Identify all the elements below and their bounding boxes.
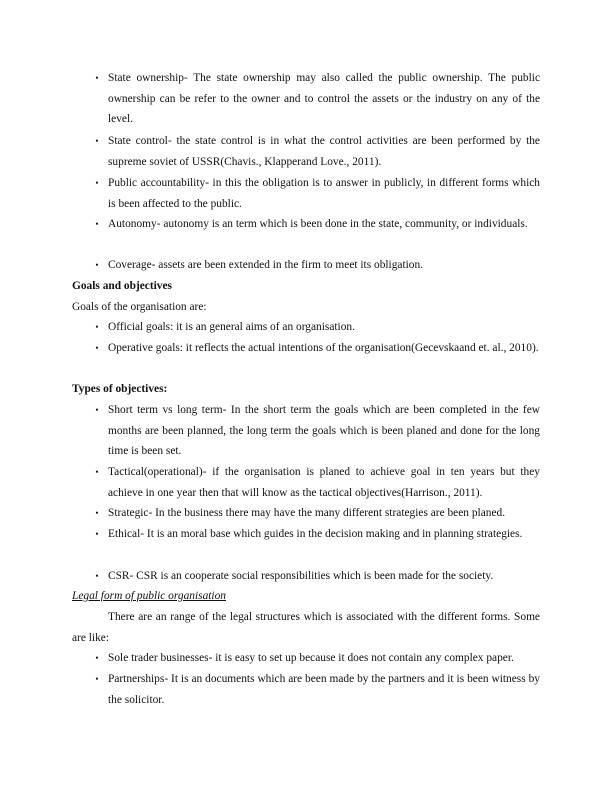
list-item-text: Sole trader businesses- it is easy to set up because it does not contain any complex paper. [108, 652, 514, 664]
list-item-text: Tactical(operational)- if the organisation is planed to achieve goal in ten years but they achieve in one year then that will know as the tactical objectives(Harrison., 2011). [108, 466, 540, 499]
list-item-official-goals [95, 317, 540, 338]
list-item-text: State control- the state control is in what the control activities are been performed by the supreme soviet of USSR(Chavis., Klapperand Love., 2011). [108, 135, 540, 168]
section-heading-types: Types of objectives: [72, 383, 168, 395]
list-item-strategic [95, 503, 540, 524]
list-item-text: Autonomy- autonomy is an term which is been done in the state, community, or individuals. [108, 218, 528, 230]
list-item-public-accountability [95, 173, 540, 214]
legal-intro-paragraph: There are an range of the legal structures which is associated with the different forms. Some are like: [72, 611, 540, 644]
list-item-autonomy [95, 214, 540, 235]
list-item-partnerships [95, 669, 540, 710]
goals-intro-text: Goals of the organisation are: [72, 301, 207, 313]
section-heading-goals: Goals and objectives [72, 280, 172, 292]
list-item-coverage [95, 255, 540, 276]
section-heading-legal-form: Legal form of public organisation [72, 590, 226, 602]
list-item-text: Public accountability- in this the obligation is to answer in publicly, in different forms which is been affected to the public. [108, 177, 540, 210]
list-item-text: Strategic- In the business there may have the many different strategies are been planed. [108, 507, 506, 519]
list-item-state-ownership [95, 68, 540, 130]
list-item-text: Partnerships- It is an documents which are been made by the partners and it is been witness by the solicitor. [108, 673, 540, 706]
list-item-text: Ethical- It is an moral base which guides in the decision making and in planning strategies. [108, 528, 523, 540]
bullet-icon: • [95, 405, 99, 415]
list-item-text: Official goals: it is an general aims of an organisation. [108, 321, 355, 333]
bullet-icon: • [95, 178, 99, 188]
list-item-state-control [95, 131, 540, 172]
list-item-text: CSR- CSR is an cooperate social responsibilities which is been made for the society. [108, 570, 494, 582]
list-item-sole-trader [95, 648, 540, 669]
bullet-icon: • [95, 467, 99, 477]
list-item-short-long-term [95, 400, 540, 462]
bullet-icon: • [95, 571, 99, 581]
bullet-icon: • [95, 136, 99, 146]
list-item-ethical [95, 524, 540, 545]
list-item-text: Operative goals: it reflects the actual intentions of the organisation(Gecevskaand et. al., 2010). [108, 342, 539, 354]
list-item-operative-goals [95, 338, 540, 359]
list-item-tactical [95, 462, 540, 503]
bullet-icon: • [95, 674, 99, 684]
list-item-text: Short term vs long term- In the short term the goals which are been completed in the few months are been planned, the long term the goals which is been planed and done for the long time is been set. [108, 404, 540, 458]
bullet-icon: • [95, 322, 99, 332]
bullet-icon: • [95, 343, 99, 353]
bullet-icon: • [95, 508, 99, 518]
list-item-text: Coverage- assets are been extended in the firm to meet its obligation. [108, 259, 424, 271]
bullet-icon: • [95, 653, 99, 663]
bullet-icon: • [95, 260, 99, 270]
bullet-icon: • [95, 73, 99, 83]
list-item-text: State ownership- The state ownership may also called the public ownership. The public ownership can be refer to the owner and to control the assets or the industry on any of the level. [108, 72, 540, 126]
list-item-csr [95, 566, 540, 587]
bullet-icon: • [95, 219, 99, 229]
bullet-icon: • [95, 529, 99, 539]
